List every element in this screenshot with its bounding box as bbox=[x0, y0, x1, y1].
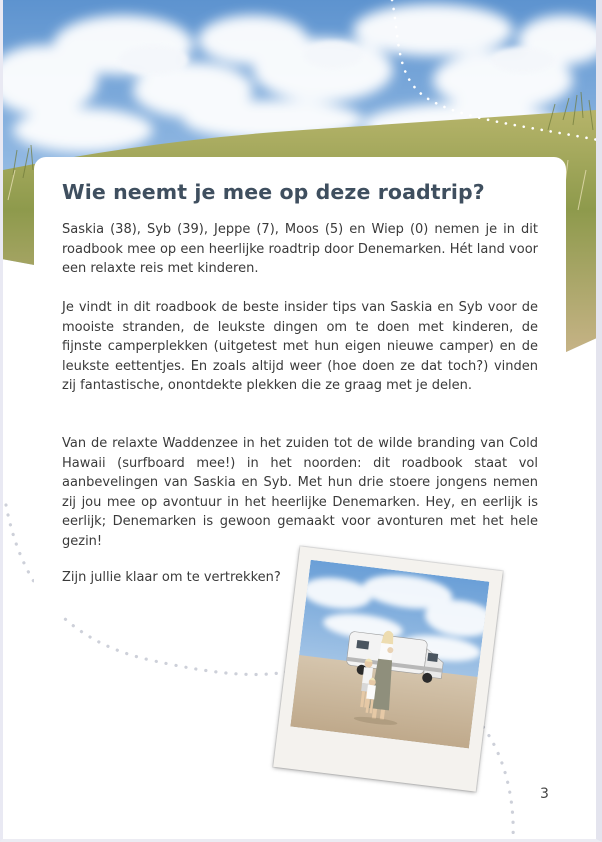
polaroid-family-photo bbox=[273, 546, 503, 791]
page-number: 3 bbox=[540, 786, 549, 802]
intro-paragraph: Saskia (38), Syb (39), Jeppe (7), Moos (5) en Wiep (0) nemen je in dit roadbook mee op een heerlijke roadtrip door Denemarken. Hét land voor een relaxte reis met kinderen. bbox=[62, 222, 538, 276]
family-camper-photo bbox=[290, 560, 489, 749]
page-title: Wie neemt je mee op deze roadtrip? bbox=[62, 180, 485, 204]
closing-question: Zijn jullie klaar om te vertrekken? bbox=[62, 570, 281, 585]
route-paragraph: Van de relaxte Waddenzee in het zuiden tot de wilde branding van Cold Hawaii (surfboard mee!) in het noorden: dit roadbook staat vol aanbevelingen van Saskia en Syb. Met hun drie stoere jongens nemen zij jou mee op avontuur in het heerlijke Denemarken. Hey, en eerlijk is eerlijk; Denemarken is gewoon gemaakt voor avonturen met het hele gezin! bbox=[62, 436, 538, 549]
tips-paragraph: Je vindt in dit roadbook de beste insider tips van Saskia en Syb voor de mooiste stranden, de leukste dingen om te doen met kinderen, de fijnste camperplekken (uitgetest met hun eigen nieuwe camper) en de leukste eettentjes. En zoals altijd weer (hoe doen ze dat toch?) vinden zij fantastische, onontdekte plekken die ze graag met je delen. bbox=[62, 300, 538, 393]
